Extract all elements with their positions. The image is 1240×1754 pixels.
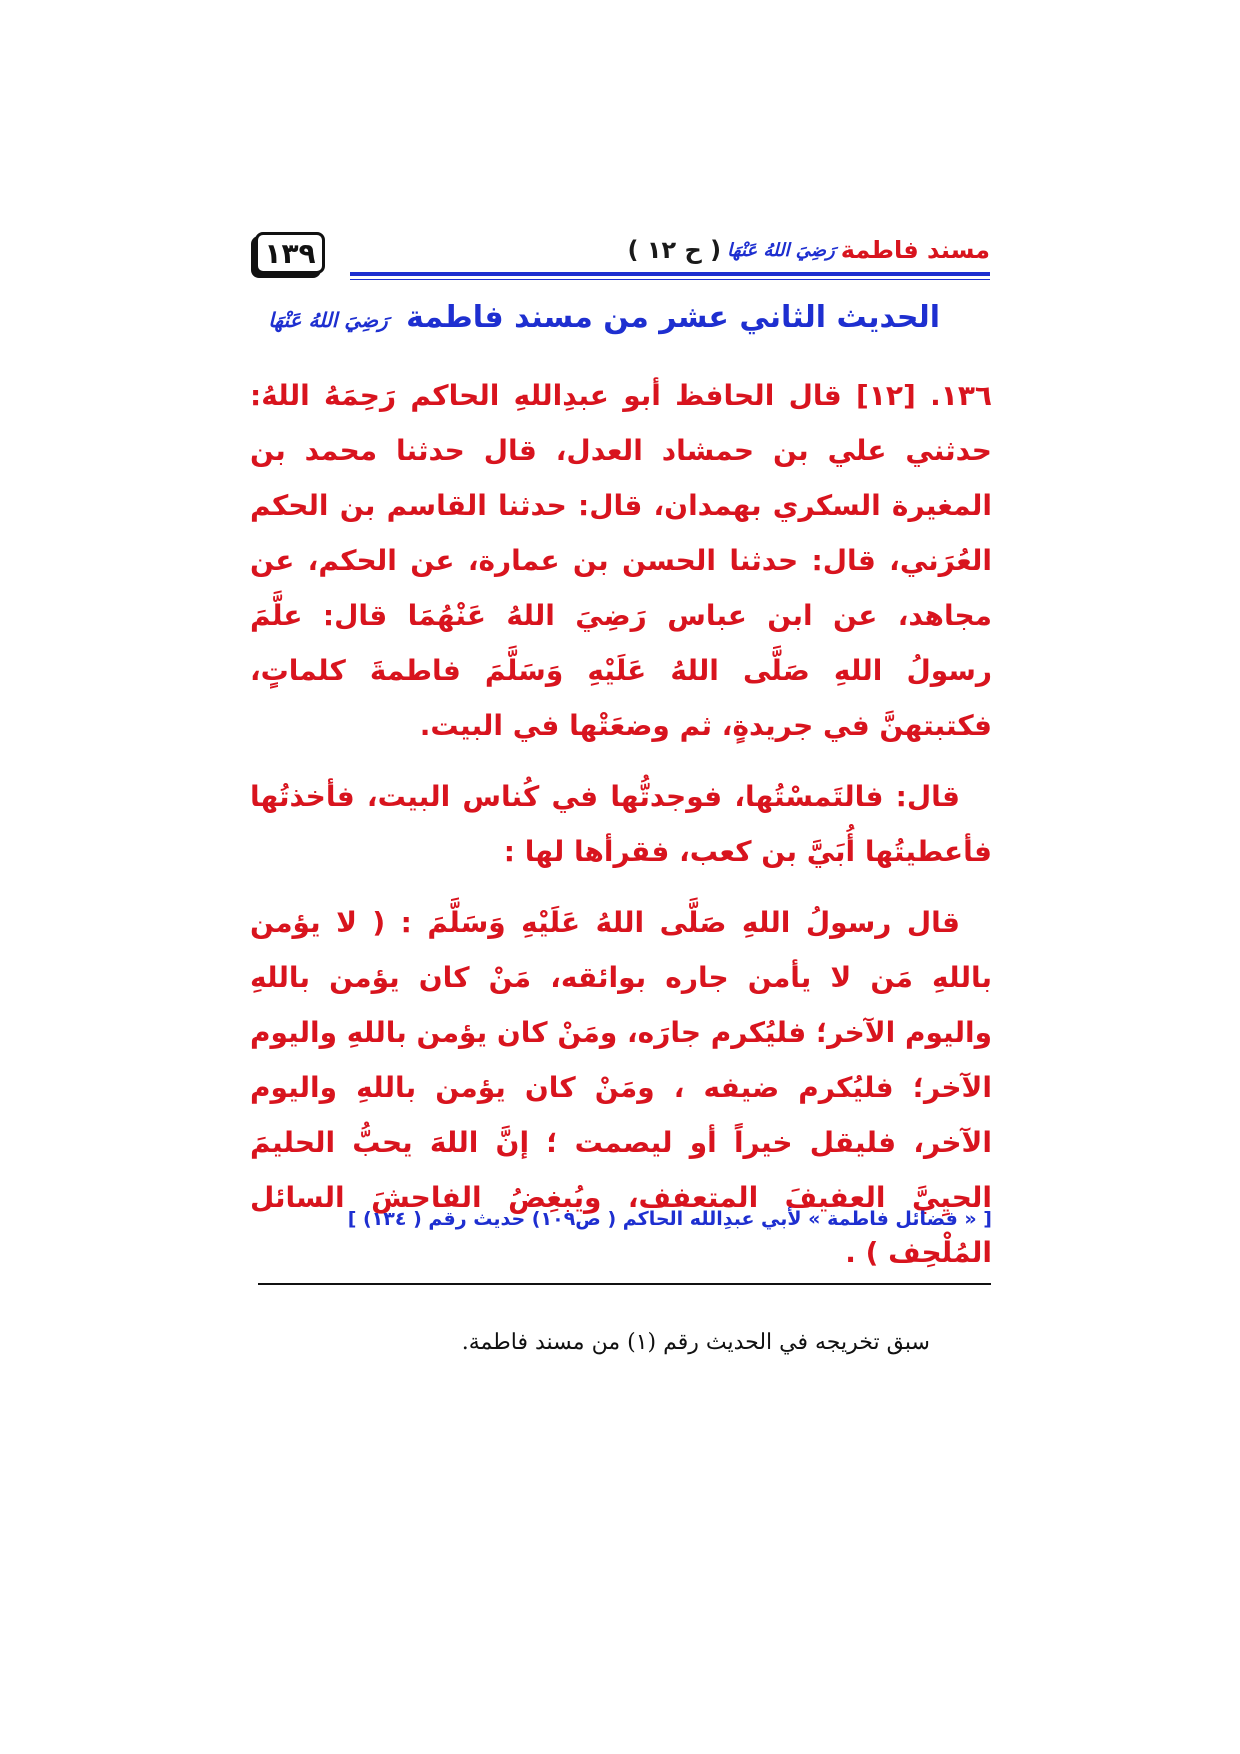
hadith-reference: ( ح ١٢ )	[627, 236, 722, 264]
page-number: ١٣٩	[255, 232, 325, 274]
source-citation: [ « فضائل فاطمة » لأبي عبدِالله الحاكم ( ص١٠٩) حديث رقم ( ١٣٤) ]	[347, 1208, 992, 1230]
hadith-text	[250, 368, 992, 1296]
book-title: مسند فاطمة	[840, 236, 990, 264]
hadith-paragraph-saying: قال رسولُ اللهِ صَلَّى اللهُ عَلَيْهِ وَسَلَّمَ : ( لا يؤمن باللهِ مَن لا يأمن جاره بوائقه، مَنْ كان يؤمن باللهِ واليوم الآخر؛ فليُكرم جارَه، ومَنْ كان يؤمن باللهِ واليوم الآخر؛ فليُكرم ضيفه ، ومَنْ كان يؤمن باللهِ واليوم الآخر، فليقل خيراً أو ليصمت ؛ إنَّ اللهَ يحبُّ الحليمَ الحيِيَّ العفيفَ المتعفف، ويُبغِضُ الفاحشَ السائل المُلْحِف ) .	[250, 906, 992, 1269]
section-heading	[240, 300, 940, 335]
hadith-paragraph-chain: ١٣٦. [١٢] قال الحافظ أبو عبدِاللهِ الحاكم رَحِمَهُ اللهُ: حدثني علي بن حمشاد العدل، قال حدثنا محمد بن المغيرة السكري بهمدان، قال: حدثنا القاسم بن الحكم العُرَني، قال: حدثنا الحسن بن عمارة، عن الحكم، عن مجاهد، عن ابن عباس رَضِيَ اللهُ عَنْهُمَا قال: علَّمَ رسولُ اللهِ صَلَّى اللهُ عَلَيْهِ وَسَلَّمَ فاطمةَ كلماتٍ، فكتبتهنَّ في جريدةٍ، ثم وضعَتْها في البيت.	[250, 379, 993, 742]
header-rule-thin	[350, 279, 990, 280]
running-title	[628, 232, 990, 268]
header-honorific: رَضِيَ اللهُ عَنْهَا	[727, 239, 835, 261]
header-rule	[350, 272, 990, 276]
hadith-paragraph-narration: قال: فالتَمسْتُها، فوجدتُّها في كُناس البيت، فأخذتُها فأعطيتُها أُبَيَّ بن كعب، فقرأها لها :	[250, 780, 992, 868]
section-honorific: رَضِيَ اللهُ عَنْهَا	[268, 308, 388, 332]
section-title: الحديث الثاني عشر من مسند فاطمة	[406, 300, 940, 335]
footnote: سبق تخريجه في الحديث رقم (١) من مسند فاطمة.	[461, 1330, 930, 1355]
page-header	[255, 232, 990, 278]
footnote-divider	[258, 1283, 991, 1285]
